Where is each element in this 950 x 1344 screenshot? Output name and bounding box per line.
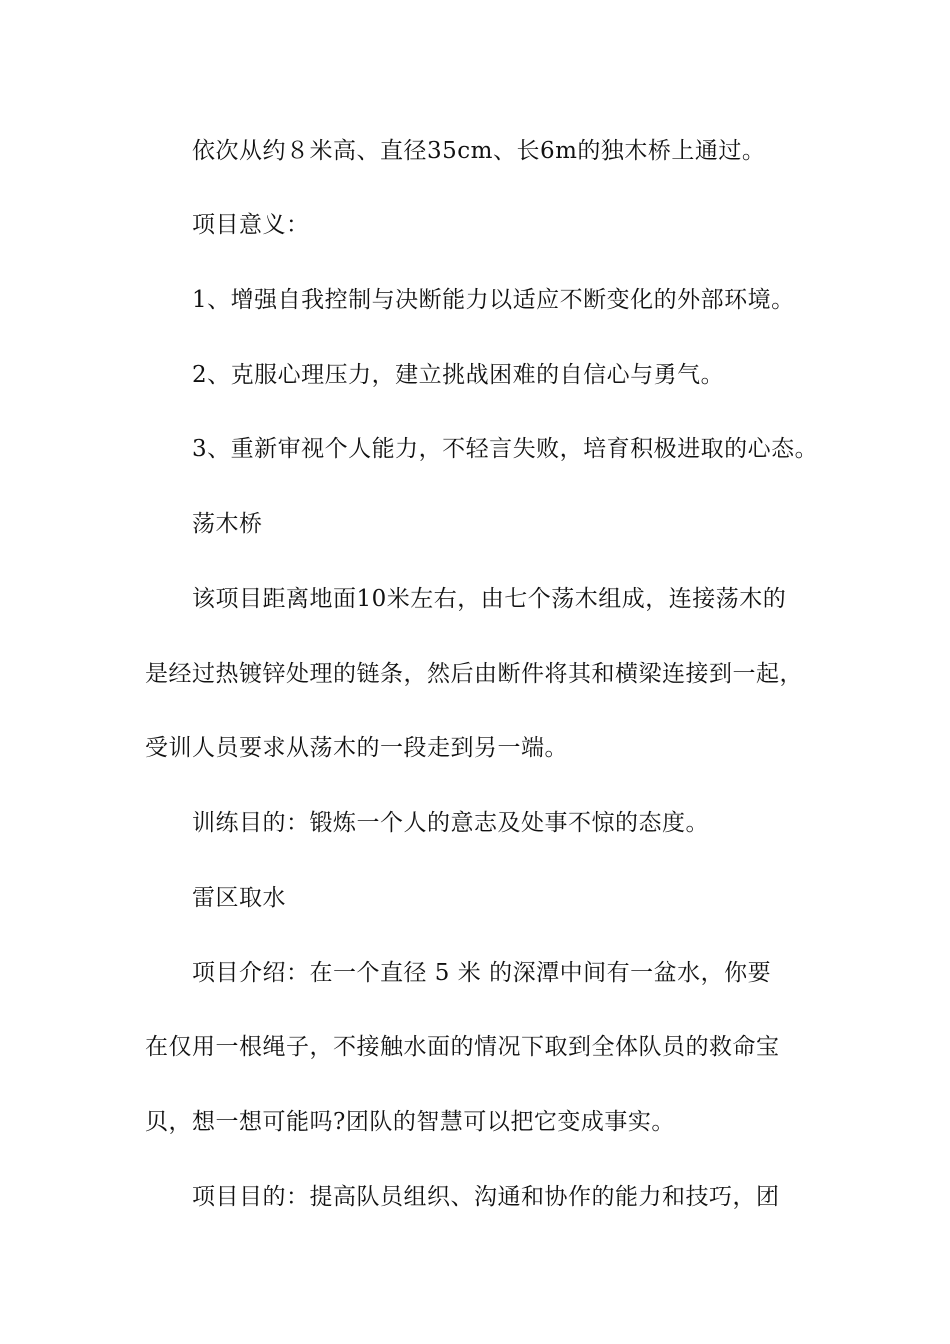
paragraph-line: 该项目距离地面10米左右，由七个荡木组成，连接荡木的 (192, 586, 787, 612)
list-item: 1、增强自我控制与决断能力以适应不断变化的外部环境。 (192, 287, 795, 313)
paragraph-line: 是经过热镀锌处理的链条，然后由断件将其和横梁连接到一起， (145, 661, 803, 687)
section-heading: 雷区取水 (192, 885, 286, 911)
paragraph-line: 依次从约８米高、直径35cm、长6m的独木桥上通过。 (192, 138, 766, 164)
paragraph-line: 项目目的：提高队员组织、沟通和协作的能力和技巧，团 (192, 1184, 780, 1210)
paragraph-line: 训练目的：锻炼一个人的意志及处事不惊的态度。 (192, 810, 709, 836)
section-label: 项目意义： (192, 212, 310, 238)
paragraph-line: 贝，想一想可能吗?团队的智慧可以把它变成事实。 (145, 1109, 675, 1135)
list-item: 3、重新审视个人能力，不轻言失败，培育积极进取的心态。 (192, 436, 819, 462)
paragraph-line: 在仅用一根绳子，不接触水面的情况下取到全体队员的救命宝 (145, 1034, 780, 1060)
paragraph-line: 项目介绍：在一个直径 5 米 的深潭中间有一盆水，你要 (192, 960, 772, 986)
list-item: 2、克服心理压力，建立挑战困难的自信心与勇气。 (192, 362, 725, 388)
paragraph-line: 受训人员要求从荡木的一段走到另一端。 (145, 735, 568, 761)
section-heading: 荡木桥 (192, 511, 263, 537)
